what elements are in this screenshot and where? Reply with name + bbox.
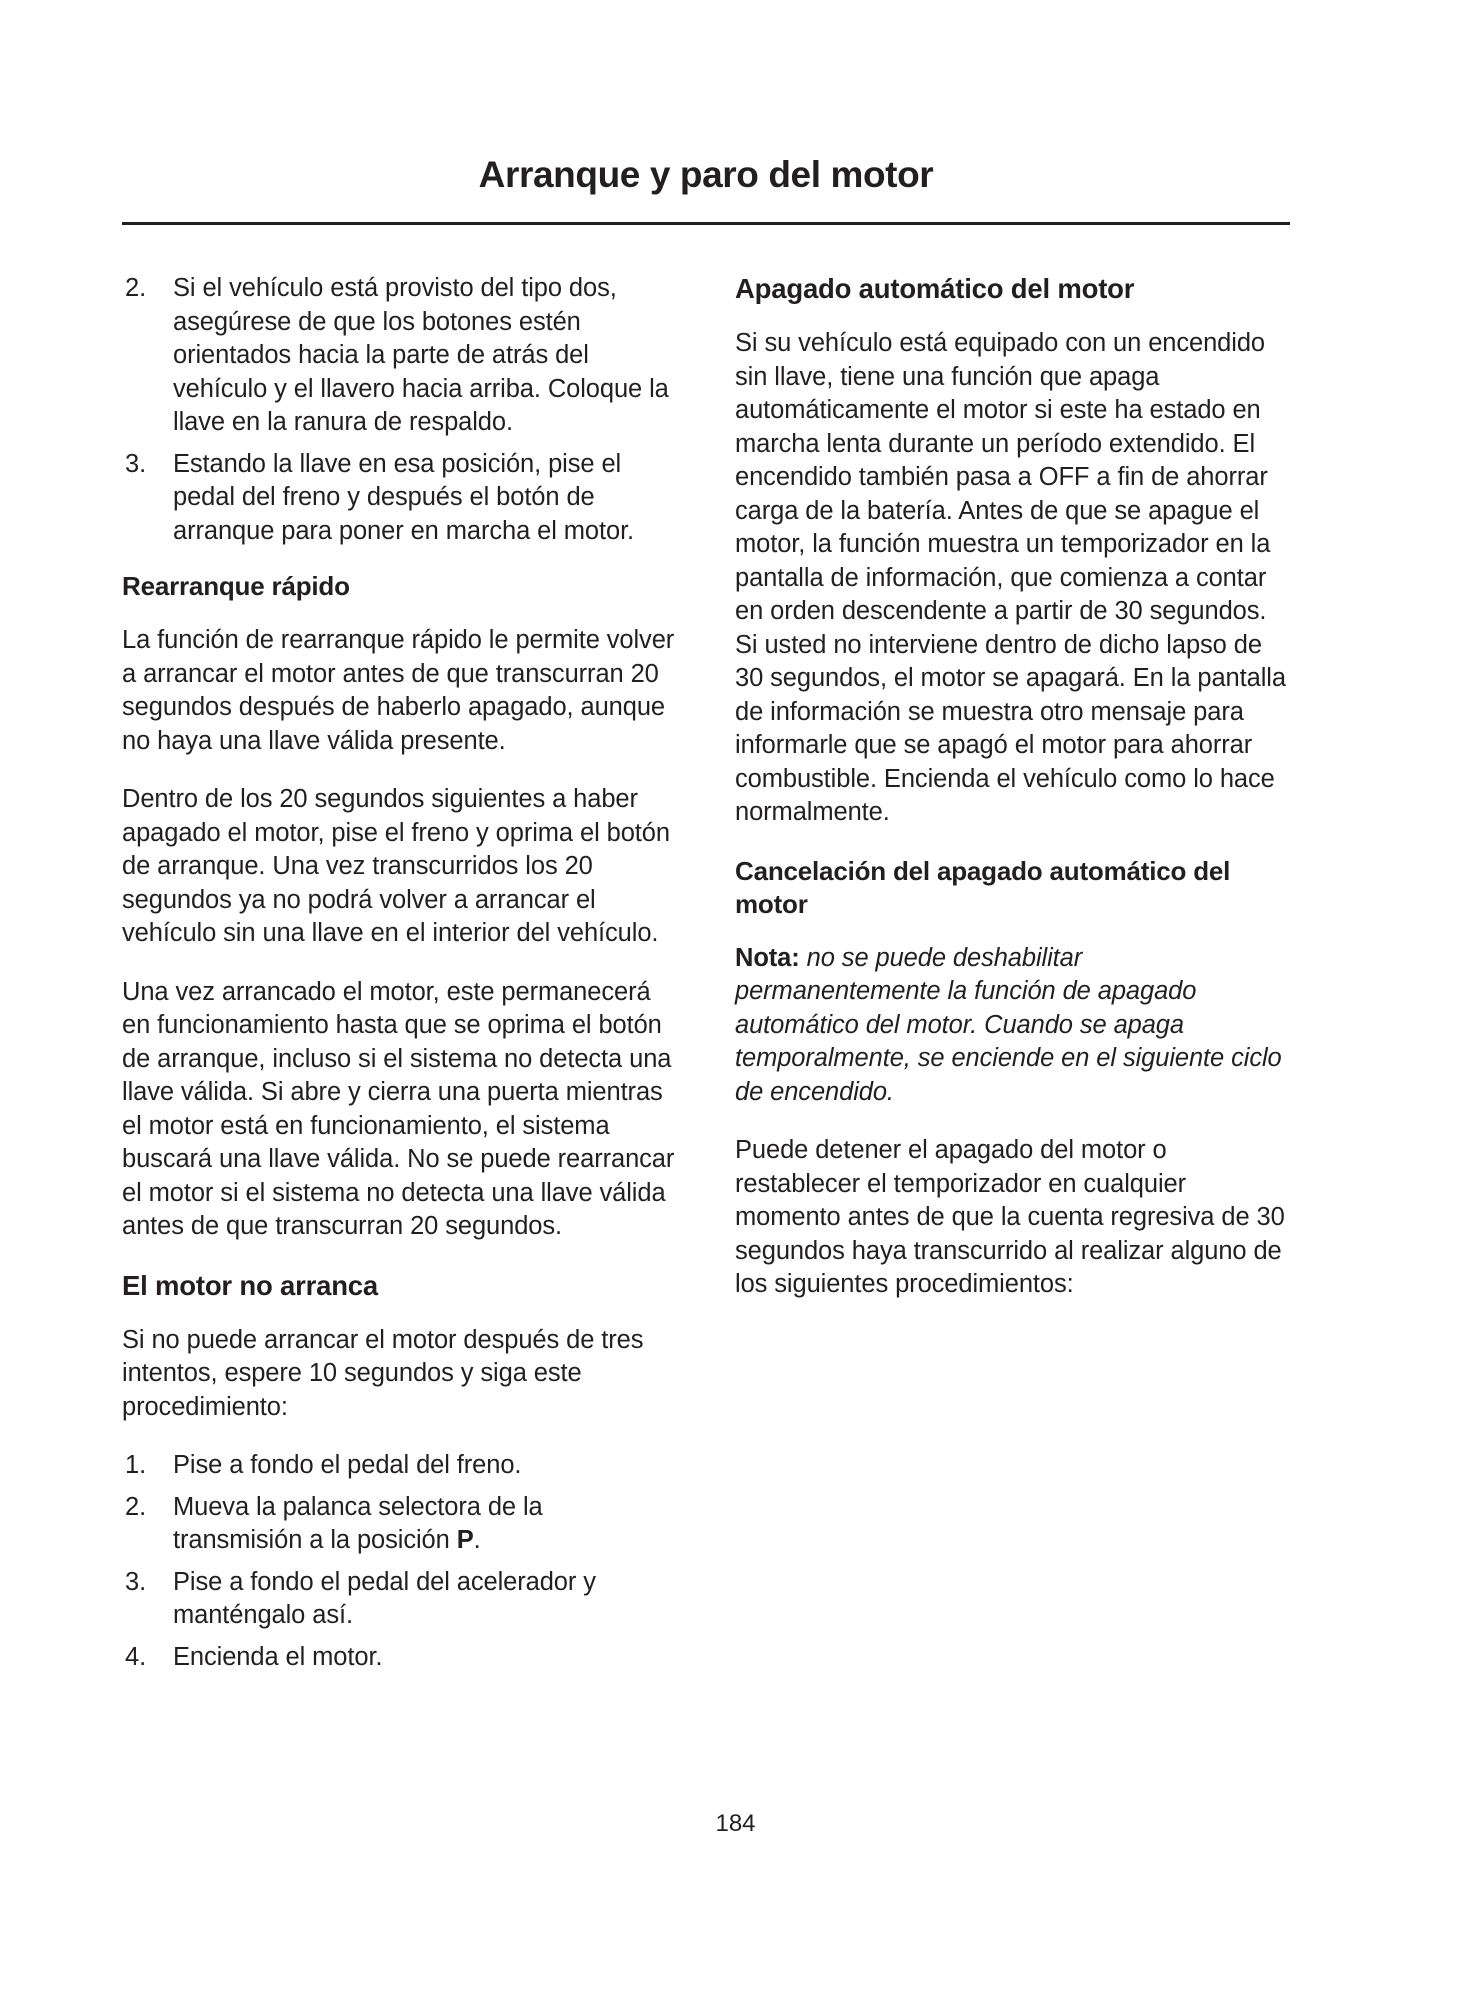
list-item-text: Estando la llave en esa posición, pise el pedal del freno y después el botón de arranque para poner en marcha el motor.	[173, 449, 635, 545]
ordered-list-key-steps	[122, 272, 677, 548]
page-title: Arranque y paro del motor	[478, 154, 934, 195]
note-label: Nota:	[735, 943, 800, 972]
note-text: no se puede deshabilitar permanentemente la función de apagado automático del motor. Cuando se apaga temporalmente, se enciende en el siguiente ciclo de encendido.	[735, 943, 1282, 1106]
right-column	[735, 272, 1290, 1696]
list-marker: 2.	[125, 274, 147, 302]
gear-position-label: P	[456, 1526, 474, 1554]
heading-apagado-automatico: Apagado automático del motor	[735, 273, 1135, 304]
list-item	[122, 1566, 677, 1633]
heading-el-motor-no-arranca: El motor no arranca	[122, 1269, 378, 1301]
list-item	[122, 272, 677, 440]
paragraph-rearranque-2: Dentro de los 20 segundos siguientes a haber apagado el motor, pise el freno y oprima el botón de arranque. Una vez transcurridos los 20 segundos ya no podrá volver a arrancar el vehículo sin una llave en el interior del vehículo.	[122, 785, 670, 947]
list-item-text-tail: .	[473, 1526, 481, 1554]
list-item	[122, 1449, 677, 1483]
list-marker: 3.	[125, 1567, 147, 1596]
paragraph-rearranque-1: La función de rearranque rápido le permite volver a arrancar el motor antes de que transcurran 20 segundos después de haberlo apagado, aunque no haya una llave válida presente.	[122, 626, 675, 755]
heading-rearranque-rapido: Rearranque rápido	[122, 571, 350, 601]
list-item-text: Encienda el motor.	[173, 1642, 383, 1671]
page-header	[122, 155, 1290, 196]
list-item-text: Si el vehículo está provisto del tipo dos, asegúrese de que los botones estén orientados hacia la parte de atrás del vehículo y el llavero hacia arriba. Coloque la llave en la ranura de respaldo.	[173, 274, 669, 436]
list-item	[122, 1641, 677, 1675]
heading-cancelacion-apagado: Cancelación del apagado automático del motor	[735, 855, 1231, 919]
list-marker: 4.	[125, 1642, 147, 1671]
left-column	[122, 272, 677, 1696]
list-marker: 2.	[125, 1492, 147, 1521]
page-number: 184	[715, 1810, 756, 1837]
list-item-text: Pise a fondo el pedal del freno.	[173, 1451, 522, 1479]
paragraph-no-arranca-intro: Si no puede arrancar el motor después de tres intentos, espere 10 segundos y siga este procedimiento:	[122, 1325, 644, 1421]
list-marker: 1.	[125, 1451, 147, 1479]
note-paragraph	[735, 942, 1290, 1110]
list-item	[122, 448, 677, 549]
list-item	[122, 1491, 677, 1558]
paragraph-rearranque-3: Una vez arrancado el motor, este permanecerá en funcionamiento hasta que se oprima el botón de arranque, incluso si el sistema no detecta una llave válida. Si abre y cierra una puerta mientras el motor está en funcionamiento, el sistema buscará una llave válida. No se puede rearrancar el motor si el sistema no detecta una llave válida antes de que transcurran 20 segundos.	[122, 977, 675, 1240]
header-divider	[122, 222, 1290, 225]
list-item-text: Mueva la palanca selectora de la transmisión a la posición	[173, 1492, 543, 1554]
list-item-text: Pise a fondo el pedal del acelerador y manténgalo así.	[173, 1567, 596, 1629]
list-marker: 3.	[125, 449, 147, 478]
ordered-list-no-arranca	[122, 1449, 677, 1674]
two-column-body	[122, 272, 1290, 1696]
paragraph-cancelacion: Puede detener el apagado del motor o restablecer el temporizador en cualquier momento antes de que la cuenta regresiva de 30 segundos haya transcurrido al realizar alguno de los siguientes procedimientos:	[735, 1136, 1285, 1298]
paragraph-apagado-automatico: Si su vehículo está equipado con un encendido sin llave, tiene una función que apaga automáticamente el motor si este ha estado en marcha lenta durante un período extendido. El encendido también pasa a OFF a fin de ahorrar carga de la batería. Antes de que se apague el motor, la función muestra un temporizador en la pantalla de información, que comienza a contar en orden descendente a partir de 30 segundos. Si usted no interviene dentro de dicho lapso de 30 segundos, el motor se apagará. En la pantalla de información se muestra otro mensaje para informarle que se apagó el motor para ahorrar combustible. Encienda el vehículo como lo hace normalmente.	[735, 329, 1286, 826]
